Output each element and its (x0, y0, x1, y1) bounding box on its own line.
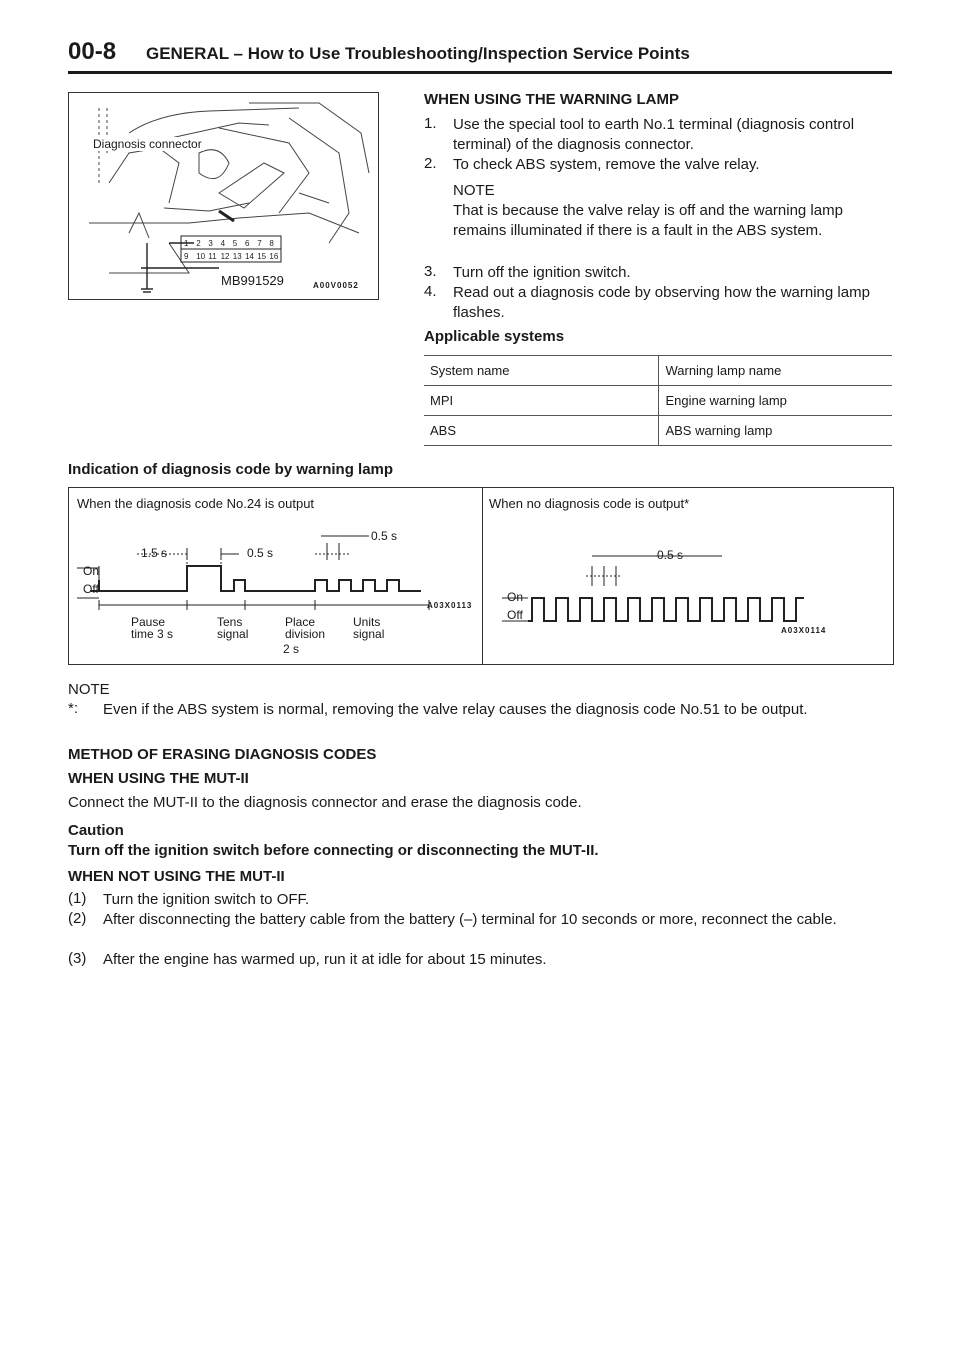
connector-pin-number: 4 (220, 239, 226, 248)
note2-label: NOTE (68, 681, 110, 698)
connector-pin-number: 2 (196, 239, 201, 248)
connector-pin-number: 5 (232, 239, 238, 248)
on-label: On (83, 564, 100, 578)
tens-label: Tens signal (217, 615, 249, 641)
erase-step-1-number: (1) (68, 890, 87, 907)
applicable-systems-heading: Applicable systems (424, 328, 565, 345)
caution-label: Caution (68, 822, 124, 839)
warning-lamp-heading: WHEN USING THE WARNING LAMP (424, 91, 679, 108)
diagnosis-connector-label: Diagnosis connector (93, 137, 202, 151)
note2-text: Even if the ABS system is normal, removing the valve relay causes the diagnosis code No.51 to be output. (103, 701, 808, 718)
time-0-5s-label-b: 0.5 s (371, 529, 398, 543)
connector-pin-number: 14 (245, 252, 254, 261)
signal-timing-figure (68, 487, 894, 665)
erase-step-2-text: After disconnecting the battery cable from the battery (–) terminal for 10 seconds or more, reconnect the cable. (103, 911, 837, 928)
connector-pin-number: 1 (184, 239, 189, 248)
time-1-5s-label: 1.5 s (141, 546, 168, 560)
column-header: System name (424, 356, 659, 386)
left-figure-code: A03X0113 (427, 601, 473, 610)
right-time-0-5s-label: 0.5 s (657, 548, 684, 562)
page-title: GENERAL – How to Use Troubleshooting/Inspection Service Points (146, 44, 690, 63)
step-1-text: Use the special tool to earth No.1 terminal (diagnosis control terminal) of the diagnosis connector. (453, 116, 855, 153)
erase-step-1-text: Turn the ignition switch to OFF. (103, 891, 310, 908)
figure-code: A00V0052 (313, 281, 359, 290)
column-header: Warning lamp name (659, 356, 892, 386)
connector-illustration (69, 93, 378, 299)
left-panel-title: When the diagnosis code No.24 is output (77, 496, 315, 511)
right-waveform (482, 488, 893, 664)
table-header-row (424, 356, 892, 386)
mut-heading: WHEN USING THE MUT-II (68, 770, 249, 787)
step-4-text: Read out a diagnosis code by observing how the warning lamp flashes. (453, 284, 870, 321)
indication-heading: Indication of diagnosis code by warning lamp (68, 461, 394, 478)
table-cell: ABS (424, 416, 659, 446)
no-mut-heading: WHEN NOT USING THE MUT-II (68, 868, 285, 885)
connector-pin-number: 3 (208, 239, 213, 248)
connector-pin-number: 11 (208, 252, 217, 261)
tool-number-label: MB991529 (221, 273, 284, 288)
step-4-number: 4. (424, 283, 437, 300)
note-text: That is because the valve relay is off and the warning lamp remains illuminated if there is a fault in the ABS system. (453, 202, 843, 239)
right-panel-title: When no diagnosis code is output* (489, 496, 690, 511)
table-cell: MPI (424, 386, 659, 416)
connector-pin-number: 10 (196, 252, 206, 261)
mut-text: Connect the MUT-II to the diagnosis connector and erase the diagnosis code. (68, 794, 582, 811)
connector-pin-number: 13 (232, 252, 242, 261)
table-row (424, 386, 892, 416)
step-3-text: Turn off the ignition switch. (453, 264, 631, 281)
place-label: Place division (285, 615, 326, 641)
connector-pin-number: 15 (257, 252, 267, 261)
units-label: Units signal (353, 615, 385, 641)
right-figure-code: A03X0114 (781, 626, 827, 635)
step-1-number: 1. (424, 115, 437, 132)
connector-pin-number: 9 (184, 252, 189, 261)
table-row (424, 416, 892, 446)
note2-marker: *: (68, 700, 79, 717)
step-2-number: 2. (424, 155, 437, 172)
connector-pin-number: 8 (269, 239, 274, 248)
connector-pin-number: 6 (245, 239, 250, 248)
erasing-heading: METHOD OF ERASING DIAGNOSIS CODES (68, 746, 377, 763)
two-s-label: 2 s (283, 642, 300, 656)
step-3-number: 3. (424, 263, 437, 280)
off-label: Off (83, 582, 99, 596)
page-number: 00-8 (68, 38, 117, 65)
connector-pin-number: 12 (220, 252, 230, 261)
header-rule (68, 71, 892, 74)
connector-pin-number: 16 (269, 252, 279, 261)
diagnosis-connector-figure (68, 92, 379, 300)
erase-step-2-number: (2) (68, 910, 87, 927)
time-0-5s-label-a: 0.5 s (247, 546, 274, 560)
erase-step-3-text: After the engine has warmed up, run it at idle for about 15 minutes. (103, 951, 547, 968)
note-label: NOTE (453, 182, 495, 199)
step-2-text: To check ABS system, remove the valve relay. (453, 156, 760, 173)
pause-label: Pause time 3 s (131, 615, 174, 641)
table-cell: ABS warning lamp (659, 416, 892, 446)
erase-step-3-number: (3) (68, 950, 87, 967)
right-off-label: Off (507, 608, 523, 622)
applicable-systems-table (424, 355, 892, 446)
connector-pin-number: 7 (257, 239, 262, 248)
right-on-label: On (507, 590, 524, 604)
caution-text: Turn off the ignition switch before connecting or disconnecting the MUT-II. (68, 842, 599, 859)
table-cell: Engine warning lamp (659, 386, 892, 416)
